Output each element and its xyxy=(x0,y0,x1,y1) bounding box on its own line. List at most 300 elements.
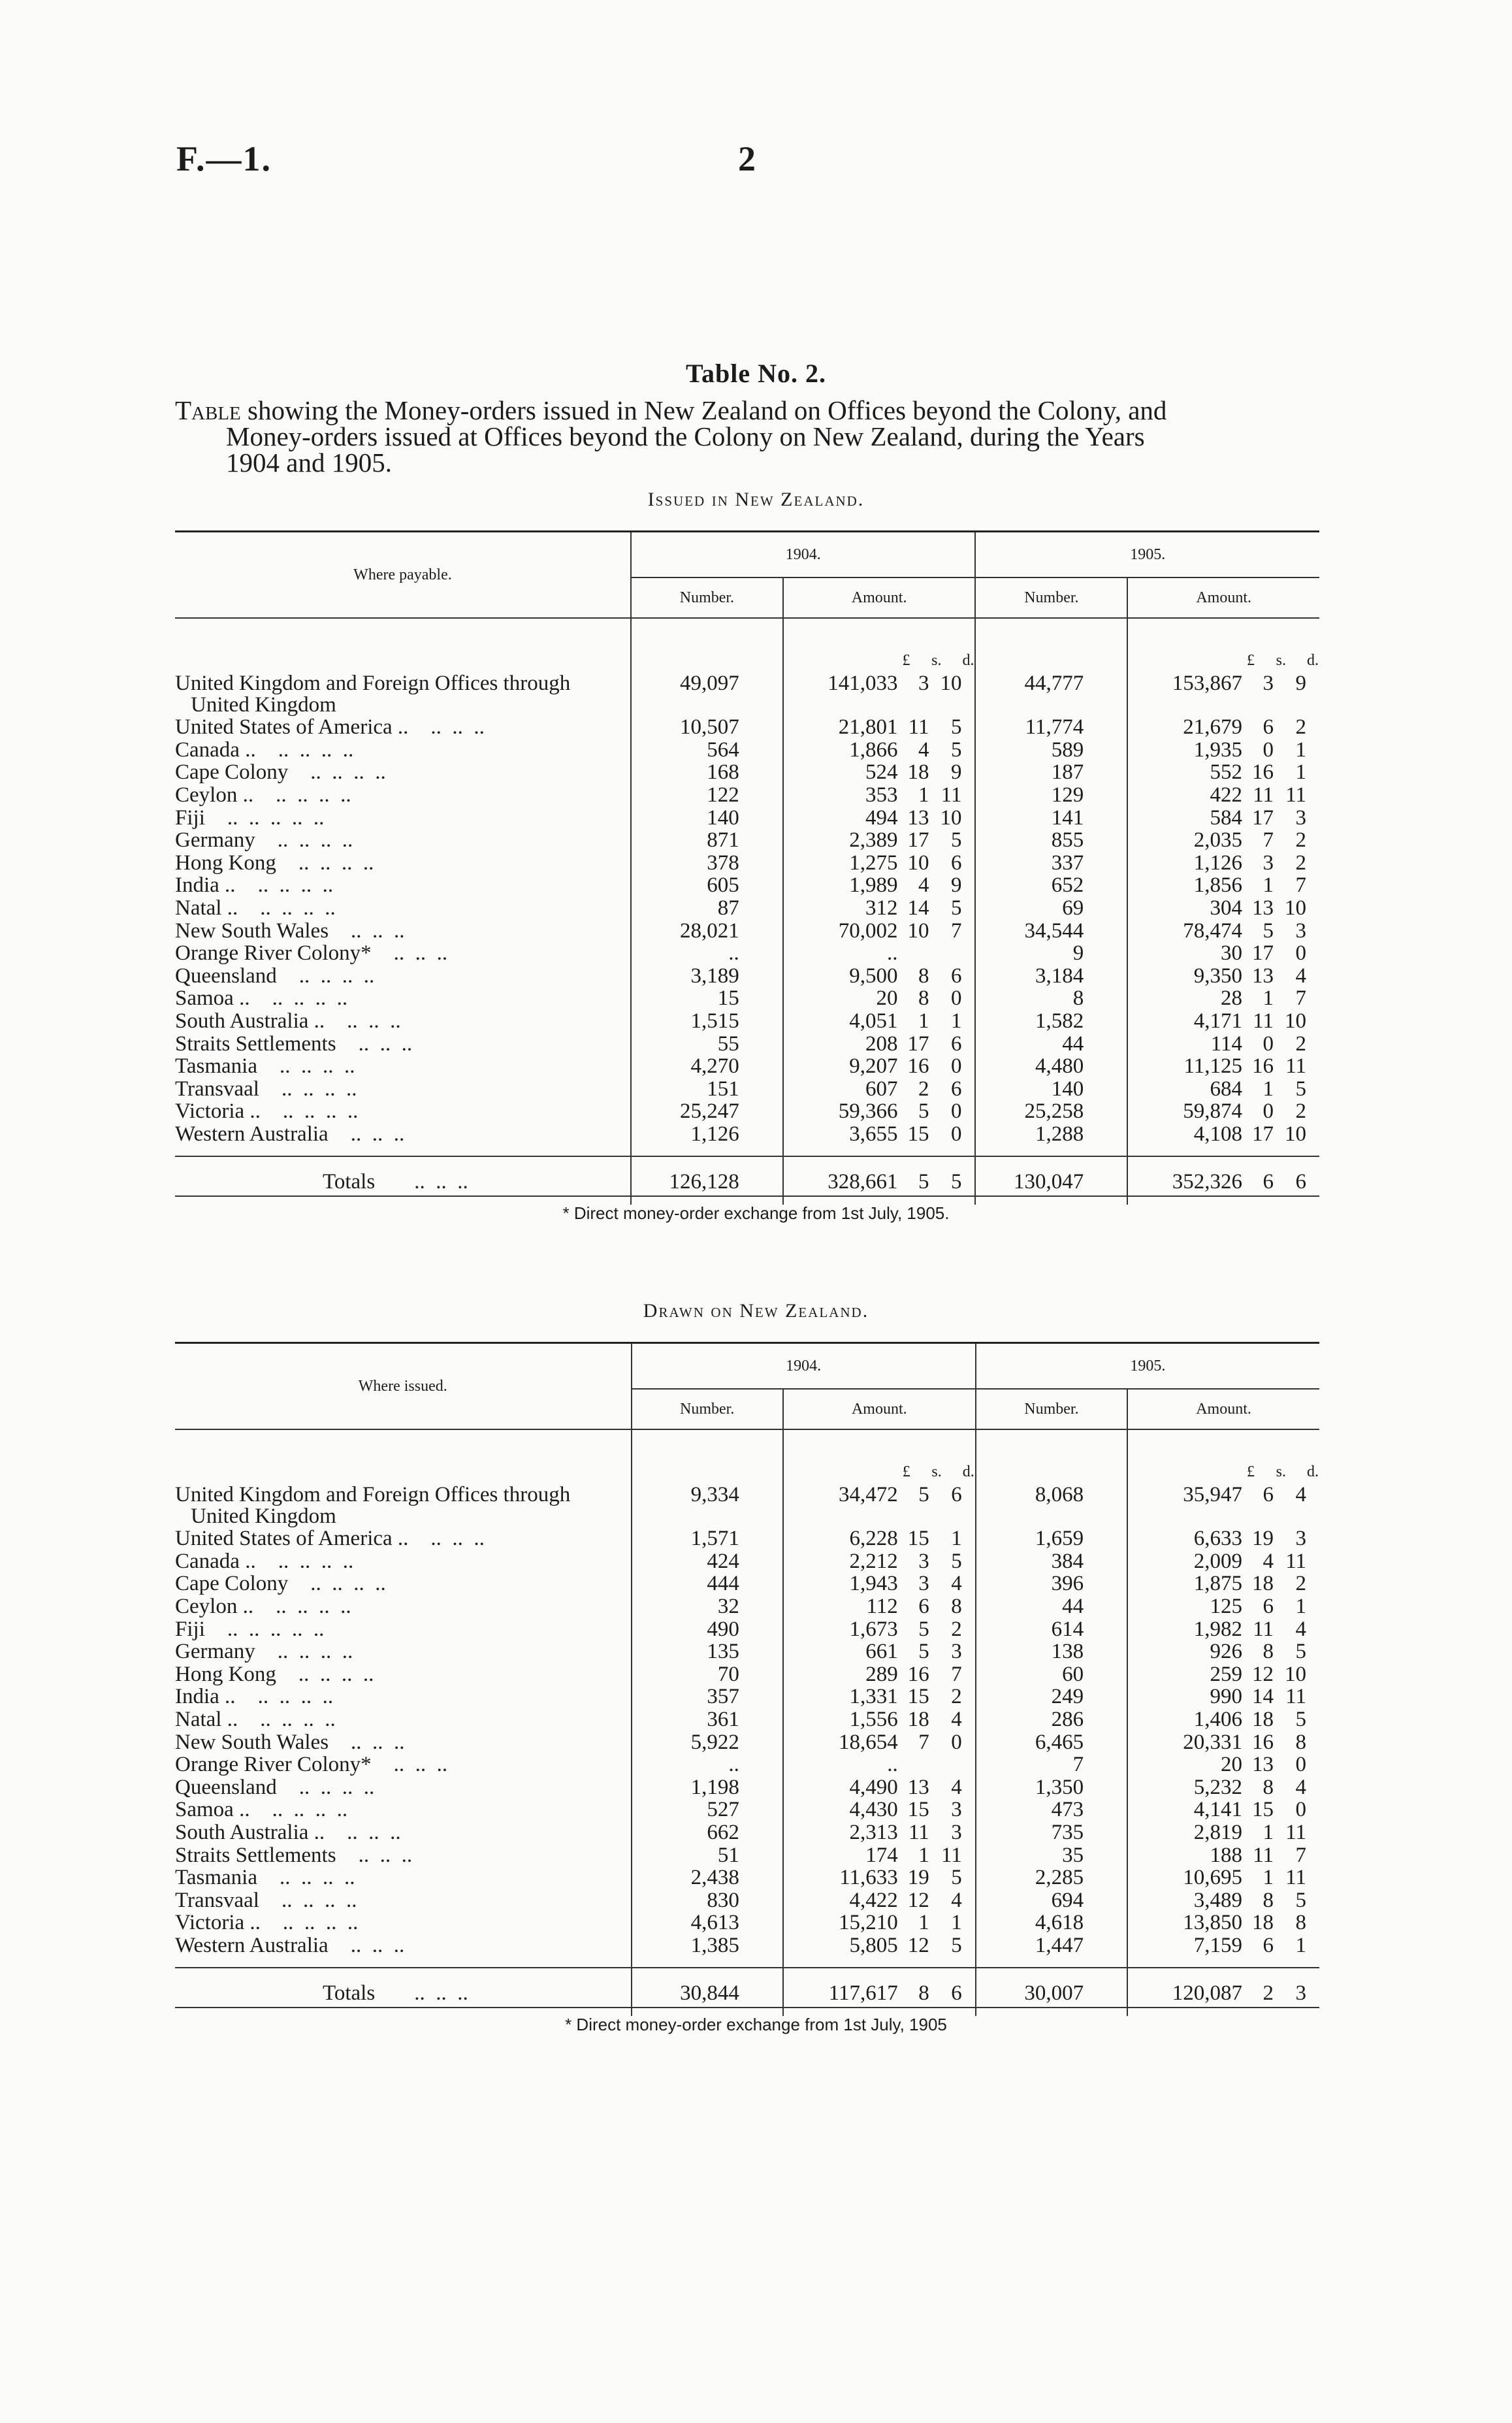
amount-1904-pounds: 4,422 xyxy=(849,1888,898,1912)
row-label: Queensland xyxy=(175,964,277,988)
units-1905: £ s. d. xyxy=(1127,618,1319,672)
amount-1905-pence: 2 xyxy=(1295,851,1306,875)
number-1905: 286 xyxy=(976,1708,1127,1731)
amount-1904-pounds: 4,051 xyxy=(849,1009,898,1033)
amount-1905 xyxy=(1127,1055,1319,1078)
amount-1905 xyxy=(1127,1934,1319,1957)
amount-1905 xyxy=(1127,987,1319,1010)
amount-1904-shillings: 19 xyxy=(907,1866,929,1890)
amount-1904-shillings: 3 xyxy=(918,672,929,695)
row-name xyxy=(175,1844,632,1867)
total-amount-1904-pounds: 328,661 xyxy=(828,1170,898,1194)
amount-1904-shillings: 15 xyxy=(907,1685,929,1709)
units-1904: £ s. d. xyxy=(783,1429,976,1484)
amount-1905 xyxy=(1127,1033,1319,1056)
number-1905: 69 xyxy=(975,897,1127,920)
amount-1904-pounds: 208 xyxy=(865,1032,898,1056)
number-1905: 25,258 xyxy=(975,1100,1127,1123)
amount-1904-shillings: 8 xyxy=(918,986,929,1011)
total-number-1904: 126,128 xyxy=(631,1156,783,1205)
amount-1904 xyxy=(783,1731,976,1754)
row-label: Hong Kong xyxy=(175,1662,276,1686)
number-1904: 55 xyxy=(631,1033,783,1056)
amount-1904-pounds: 59,366 xyxy=(838,1099,898,1124)
number-1905: 6,465 xyxy=(976,1731,1127,1754)
amount-1905-pence: 2 xyxy=(1295,715,1306,740)
total-number-1905: 30,007 xyxy=(976,1968,1127,2016)
leader-dots: .. .. .. xyxy=(350,1933,405,1957)
amount-1905-shillings: 1 xyxy=(1263,1077,1274,1101)
amount-1905-shillings: 1 xyxy=(1263,986,1274,1011)
amount-1904 xyxy=(783,672,976,716)
amount-1904-pence: 5 xyxy=(950,715,962,740)
table-row xyxy=(175,1776,1319,1799)
amount-1904-pence: 6 xyxy=(951,1483,962,1506)
amount-1904-pence: 0 xyxy=(951,1730,962,1754)
table-number: Table No. 2. xyxy=(685,359,826,388)
amount-1904-pounds: 1,673 xyxy=(849,1617,898,1641)
where-payable-header: Where payable. xyxy=(353,566,452,583)
amount-1904-pounds: 4,490 xyxy=(849,1775,898,1799)
amount-1904-shillings: 5 xyxy=(918,1483,929,1506)
total-amount-1904 xyxy=(783,1156,976,1205)
amount-1905 xyxy=(1127,1618,1319,1641)
amount-1905-pence: 5 xyxy=(1295,1888,1306,1912)
amount-1904 xyxy=(783,784,976,807)
amount-1905-pounds: 10,695 xyxy=(1183,1866,1242,1890)
number-1905: 187 xyxy=(975,761,1127,784)
amount-1905-pence: 7 xyxy=(1295,986,1306,1011)
table-row xyxy=(175,1550,1319,1573)
row-label-continued: United Kingdom xyxy=(191,1504,336,1528)
amount-1904 xyxy=(783,1821,976,1844)
row-name xyxy=(175,1776,632,1799)
number-1905: 1,447 xyxy=(976,1934,1127,1957)
amount-1905-pence: 0 xyxy=(1295,1753,1306,1777)
number-1904-header: Number. xyxy=(631,577,783,618)
amount-1905-pounds: 1,935 xyxy=(1193,738,1242,762)
amount-1904 xyxy=(783,716,976,739)
leader-dots: .. .. .. .. xyxy=(277,1640,353,1664)
description-line-3: 1904 and 1905. xyxy=(226,447,392,478)
amount-1904 xyxy=(783,965,976,988)
amount-1905-shillings: 12 xyxy=(1252,1662,1274,1686)
amount-1905-pounds: 1,126 xyxy=(1193,851,1242,875)
totals-row xyxy=(175,1156,1319,1205)
amount-1904-pence: 1 xyxy=(951,1527,962,1551)
amount-1904-shillings: 15 xyxy=(907,1527,929,1551)
amount-1905-pence: 5 xyxy=(1295,1640,1306,1664)
number-1905: 44 xyxy=(976,1595,1127,1618)
amount-1905-pounds: 11,125 xyxy=(1183,1054,1242,1079)
number-1905: 396 xyxy=(976,1572,1127,1595)
amount-1904-pence: 5 xyxy=(950,896,962,920)
table-row xyxy=(175,761,1319,784)
amount-1905 xyxy=(1127,852,1319,875)
amount-1904 xyxy=(783,1934,976,1957)
amount-1904-pounds: .. xyxy=(886,941,898,966)
amount-1905-shillings: 16 xyxy=(1252,760,1274,785)
number-1904: 25,247 xyxy=(631,1100,783,1123)
row-name xyxy=(175,1010,631,1033)
table-row xyxy=(175,920,1319,943)
row-name xyxy=(175,1550,632,1573)
amount-1905-pounds: 990 xyxy=(1210,1685,1242,1709)
row-name xyxy=(175,761,631,784)
amount-1905 xyxy=(1127,716,1319,739)
description-line-1: showing the Money-orders issued in New Zealand on Offices beyond the Colony, and xyxy=(240,395,1167,425)
amount-1904-pounds: 1,866 xyxy=(849,738,898,762)
amount-1905-shillings: 16 xyxy=(1252,1730,1274,1754)
amount-1904 xyxy=(783,1033,976,1056)
amount-1904-pounds: 5,805 xyxy=(849,1933,898,1957)
row-label: Fiji xyxy=(175,805,205,830)
amount-1905-shillings: 5 xyxy=(1263,919,1274,943)
amount-1905-pence: 0 xyxy=(1295,941,1306,966)
amount-1905 xyxy=(1127,739,1319,762)
amount-1904-pounds: 21,801 xyxy=(838,715,898,740)
table-row xyxy=(175,1010,1319,1033)
table-row xyxy=(175,965,1319,988)
number-1905: 11,774 xyxy=(975,716,1127,739)
amount-1905-pounds: 259 xyxy=(1210,1662,1242,1686)
leader-dots: .. .. .. .. xyxy=(278,1549,354,1573)
row-label: New South Wales xyxy=(175,1730,329,1754)
table-row xyxy=(175,739,1319,762)
amount-1905 xyxy=(1127,1708,1319,1731)
amount-1905-pence: 4 xyxy=(1295,964,1306,988)
amount-1905 xyxy=(1127,965,1319,988)
leader-dots: .. .. .. .. xyxy=(257,1685,334,1709)
amount-1904-shillings: 2 xyxy=(918,1077,929,1101)
row-name xyxy=(175,1640,632,1663)
number-1904: 28,021 xyxy=(631,920,783,943)
amount-1904 xyxy=(783,1844,976,1867)
number-1904: 830 xyxy=(632,1889,783,1912)
number-1905: 4,618 xyxy=(976,1911,1127,1934)
amount-1905-pence: 5 xyxy=(1295,1707,1306,1731)
amount-1905-pence: 10 xyxy=(1285,896,1306,920)
amount-1905-pence: 3 xyxy=(1295,1527,1306,1551)
number-1904: 2,438 xyxy=(632,1866,783,1889)
amount-1904-shillings: 8 xyxy=(918,964,929,988)
amount-1905-shillings: 19 xyxy=(1252,1527,1274,1551)
amount-1904-shillings: 4 xyxy=(918,738,929,762)
amount-1904 xyxy=(783,1078,976,1101)
amount-1904-pounds: 2,212 xyxy=(849,1549,898,1573)
amount-1905-shillings: 13 xyxy=(1252,1753,1274,1777)
amount-1904-pence: 6 xyxy=(950,964,962,988)
amount-1905-pounds: 114 xyxy=(1210,1032,1242,1056)
amount-1905-pounds: 20 xyxy=(1221,1753,1242,1777)
amount-1905-pence: 10 xyxy=(1285,1122,1306,1146)
row-name xyxy=(175,1798,632,1821)
amount-1905-pounds: 21,679 xyxy=(1183,715,1242,740)
year-1904-header: 1904. xyxy=(632,1343,976,1390)
number-1905: 9 xyxy=(975,942,1127,965)
row-name xyxy=(175,829,631,852)
row-name xyxy=(175,1100,631,1123)
amount-1904 xyxy=(783,807,976,830)
table-row xyxy=(175,1484,1319,1527)
amount-1905-pence: 7 xyxy=(1295,1843,1306,1867)
leader-dots: .. .. .. .. xyxy=(277,828,353,853)
number-1904: 361 xyxy=(632,1708,783,1731)
row-name xyxy=(175,1934,632,1957)
amount-1905-pence: 8 xyxy=(1295,1911,1306,1935)
amount-1905 xyxy=(1127,1798,1319,1821)
description-line-2: Money-orders issued at Offices beyond the Colony on New Zealand, during the Years xyxy=(226,421,1145,451)
row-label: Hong Kong xyxy=(175,851,276,875)
amount-1904-pence: 5 xyxy=(950,738,962,762)
amount-1905 xyxy=(1127,1753,1319,1776)
amount-1905-shillings: 6 xyxy=(1263,1594,1274,1618)
row-label: Transvaal xyxy=(175,1888,259,1912)
amount-1904-pence: 4 xyxy=(951,1572,962,1596)
table-row xyxy=(175,1033,1319,1056)
amount-1904 xyxy=(783,1572,976,1595)
amount-1905-shillings: 13 xyxy=(1252,896,1274,920)
amount-1904-pence: 9 xyxy=(950,873,962,898)
amount-1905-pounds: 153,867 xyxy=(1172,672,1242,695)
amount-1904-shillings: 11 xyxy=(908,1820,929,1844)
amount-1905-pence: 2 xyxy=(1295,1032,1306,1056)
section-title-issued: Issued in New Zealand. xyxy=(647,489,865,510)
amount-1905-pounds: 1,856 xyxy=(1193,873,1242,898)
amount-1905-shillings: 13 xyxy=(1252,964,1274,988)
leader-dots: .. .. .. xyxy=(358,1032,413,1056)
number-1905-header: Number. xyxy=(975,577,1127,618)
number-1905: 1,582 xyxy=(975,1010,1127,1033)
amount-1905-shillings: 17 xyxy=(1252,941,1274,966)
amount-1904-pence: 6 xyxy=(950,851,962,875)
table-row xyxy=(175,1123,1319,1146)
row-name xyxy=(175,942,631,965)
number-1904: 32 xyxy=(632,1595,783,1618)
number-1904: 70 xyxy=(632,1663,783,1686)
number-1904: 444 xyxy=(632,1572,783,1595)
amount-1904-pounds: 1,331 xyxy=(849,1685,898,1709)
total-amount-1904-shillings: 5 xyxy=(918,1170,929,1194)
row-label: Western Australia xyxy=(175,1933,329,1957)
amount-1905 xyxy=(1127,1866,1319,1889)
number-1905: 855 xyxy=(975,829,1127,852)
leader-dots: .. .. .. .. xyxy=(272,1798,348,1822)
row-label: Western Australia xyxy=(175,1122,329,1146)
row-label-continued: United Kingdom xyxy=(191,692,336,717)
row-label: Canada .. xyxy=(175,1549,256,1573)
row-name xyxy=(175,1821,632,1844)
row-name xyxy=(175,874,631,897)
number-1905: 129 xyxy=(975,784,1127,807)
total-amount-1905 xyxy=(1127,1968,1319,2016)
leader-dots: .. .. .. .. xyxy=(281,1888,357,1912)
section-title-drawn: Drawn on New Zealand. xyxy=(643,1300,869,1322)
amount-1905-shillings: 17 xyxy=(1252,805,1274,830)
amount-1905-pence: 5 xyxy=(1295,1077,1306,1101)
issued-table xyxy=(175,530,1319,1205)
amount-1905-shillings: 3 xyxy=(1263,851,1274,875)
amount-1904 xyxy=(783,897,976,920)
amount-1904 xyxy=(783,1866,976,1889)
number-1904: 424 xyxy=(632,1550,783,1573)
row-label: Ceylon .. xyxy=(175,783,254,807)
amount-1905 xyxy=(1127,1595,1319,1618)
amount-1905-pence: 11 xyxy=(1285,1054,1306,1079)
number-1905: 589 xyxy=(975,739,1127,762)
totals-text: Totals xyxy=(323,1170,376,1194)
number-1905: 60 xyxy=(976,1663,1127,1686)
row-spacer xyxy=(175,1957,1319,1968)
amount-1904-pounds: 1,989 xyxy=(849,873,898,898)
amount-1905-pounds: 2,009 xyxy=(1193,1549,1242,1573)
amount-1905-pence: 11 xyxy=(1285,1820,1306,1844)
table-row xyxy=(175,874,1319,897)
table-row xyxy=(175,1889,1319,1912)
number-1904: 151 xyxy=(631,1078,783,1101)
amount-1904 xyxy=(783,1595,976,1618)
leader-dots: .. .. .. .. xyxy=(310,1572,386,1596)
row-name xyxy=(175,1123,631,1146)
row-label: Victoria .. xyxy=(175,1911,261,1935)
totals-row xyxy=(175,1968,1319,2016)
row-label: Tasmania xyxy=(175,1054,257,1079)
amount-1905-shillings: 18 xyxy=(1252,1707,1274,1731)
table-row xyxy=(175,897,1319,920)
number-1905: 2,285 xyxy=(976,1866,1127,1889)
leader-dots: .. .. .. .. xyxy=(257,873,334,898)
amount-1905 xyxy=(1127,920,1319,943)
amount-1904 xyxy=(783,1685,976,1708)
amount-1904-pounds: 174 xyxy=(865,1843,898,1867)
amount-1904-pounds: 34,472 xyxy=(838,1483,898,1506)
amount-1905-pence: 3 xyxy=(1295,919,1306,943)
amount-1905 xyxy=(1127,1010,1319,1033)
number-1905: 35 xyxy=(976,1844,1127,1867)
amount-1904-pounds: 11,633 xyxy=(839,1866,898,1890)
number-1905: 694 xyxy=(976,1889,1127,1912)
row-label: Canada .. xyxy=(175,738,256,762)
amount-1905 xyxy=(1127,761,1319,784)
row-name xyxy=(175,1911,632,1934)
amount-1904-pence: 3 xyxy=(951,1798,962,1822)
amount-1905 xyxy=(1127,672,1319,716)
amount-1905-pounds: 30 xyxy=(1221,941,1242,966)
amount-1904-pence: 8 xyxy=(951,1594,962,1618)
amount-1904 xyxy=(783,739,976,762)
amount-1905-pence: 8 xyxy=(1295,1730,1306,1754)
table-row xyxy=(175,1663,1319,1686)
leader-dots: .. .. .. .. xyxy=(276,783,351,807)
total-amount-1905-shillings: 2 xyxy=(1263,1981,1274,2006)
amount-1904-pounds: 9,207 xyxy=(849,1054,898,1079)
row-spacer xyxy=(175,1145,1319,1156)
number-1904: 564 xyxy=(631,739,783,762)
row-label: Transvaal xyxy=(175,1077,259,1101)
amount-1904-pence: 2 xyxy=(951,1617,962,1641)
table-row xyxy=(175,1618,1319,1641)
report-code: F.—1. xyxy=(176,139,272,178)
amount-1905-shillings: 7 xyxy=(1263,828,1274,853)
row-label: Tasmania xyxy=(175,1866,257,1890)
amount-1904 xyxy=(783,1798,976,1821)
amount-1905 xyxy=(1127,1731,1319,1754)
number-1904: 1,571 xyxy=(632,1527,783,1550)
amount-1904-pounds: 1,275 xyxy=(849,851,898,875)
amount-1905 xyxy=(1127,807,1319,830)
row-name xyxy=(175,1708,632,1731)
row-name xyxy=(175,807,631,830)
description-first-word: Table xyxy=(175,395,241,425)
amount-1904-shillings: 1 xyxy=(918,1009,929,1033)
row-name xyxy=(175,716,631,739)
amount-1905-shillings: 14 xyxy=(1252,1685,1274,1709)
table-row xyxy=(175,1527,1319,1550)
number-1904: .. xyxy=(631,942,783,965)
amount-1905 xyxy=(1127,1776,1319,1799)
amount-1905-shillings: 6 xyxy=(1263,1933,1274,1957)
number-1905: 652 xyxy=(975,874,1127,897)
leader-dots: .. .. .. xyxy=(430,715,485,740)
amount-1904-shillings: 12 xyxy=(907,1933,929,1957)
amount-1904-shillings: 5 xyxy=(918,1640,929,1664)
amount-1904-shillings: 5 xyxy=(918,1099,929,1124)
number-1904: 135 xyxy=(632,1640,783,1663)
amount-1905-shillings: 0 xyxy=(1263,738,1274,762)
amount-1904-shillings: 3 xyxy=(918,1549,929,1573)
amount-1905-pounds: 1,982 xyxy=(1193,1617,1242,1641)
row-name xyxy=(175,739,631,762)
amount-1904-pence: 1 xyxy=(950,1009,962,1033)
amount-1905-pounds: 1,875 xyxy=(1193,1572,1242,1596)
number-1905: 3,184 xyxy=(975,965,1127,988)
amount-1905-pence: 11 xyxy=(1285,1685,1306,1709)
amount-1905-pence: 3 xyxy=(1295,805,1306,830)
amount-1904-shillings: 11 xyxy=(908,715,929,740)
amount-1905-shillings: 18 xyxy=(1252,1572,1274,1596)
amount-1904-shillings: 7 xyxy=(918,1730,929,1754)
number-1905: 1,288 xyxy=(975,1123,1127,1146)
amount-1905-pounds: 20,331 xyxy=(1183,1730,1242,1754)
row-name xyxy=(175,1618,632,1641)
number-1904: 3,189 xyxy=(631,965,783,988)
number-1905: 249 xyxy=(976,1685,1127,1708)
row-name xyxy=(175,965,631,988)
leader-dots: .. .. .. xyxy=(347,1009,401,1033)
amount-1905-pounds: 4,171 xyxy=(1193,1009,1242,1033)
amount-1905-pence: 11 xyxy=(1285,1549,1306,1573)
amount-1904 xyxy=(783,920,976,943)
amount-1904-pounds: 15,210 xyxy=(838,1911,898,1935)
row-name xyxy=(175,1078,631,1101)
row-label: South Australia .. xyxy=(175,1009,325,1033)
row-name xyxy=(175,1595,632,1618)
row-label: Samoa .. xyxy=(175,986,250,1011)
table-row xyxy=(175,784,1319,807)
amount-1904-pence: 3 xyxy=(951,1640,962,1664)
amount-1905 xyxy=(1127,942,1319,965)
table-row xyxy=(175,1595,1319,1618)
table-row xyxy=(175,1100,1319,1123)
amount-1905-pence: 1 xyxy=(1295,760,1306,785)
amount-1904-pounds: 112 xyxy=(866,1594,898,1618)
table-row xyxy=(175,1572,1319,1595)
amount-1904-pounds: 607 xyxy=(865,1077,898,1101)
totals-label xyxy=(175,1156,631,1205)
amount-1904-pence: 10 xyxy=(940,805,962,830)
leader-dots: .. .. .. .. xyxy=(298,1662,374,1686)
table-row xyxy=(175,1798,1319,1821)
